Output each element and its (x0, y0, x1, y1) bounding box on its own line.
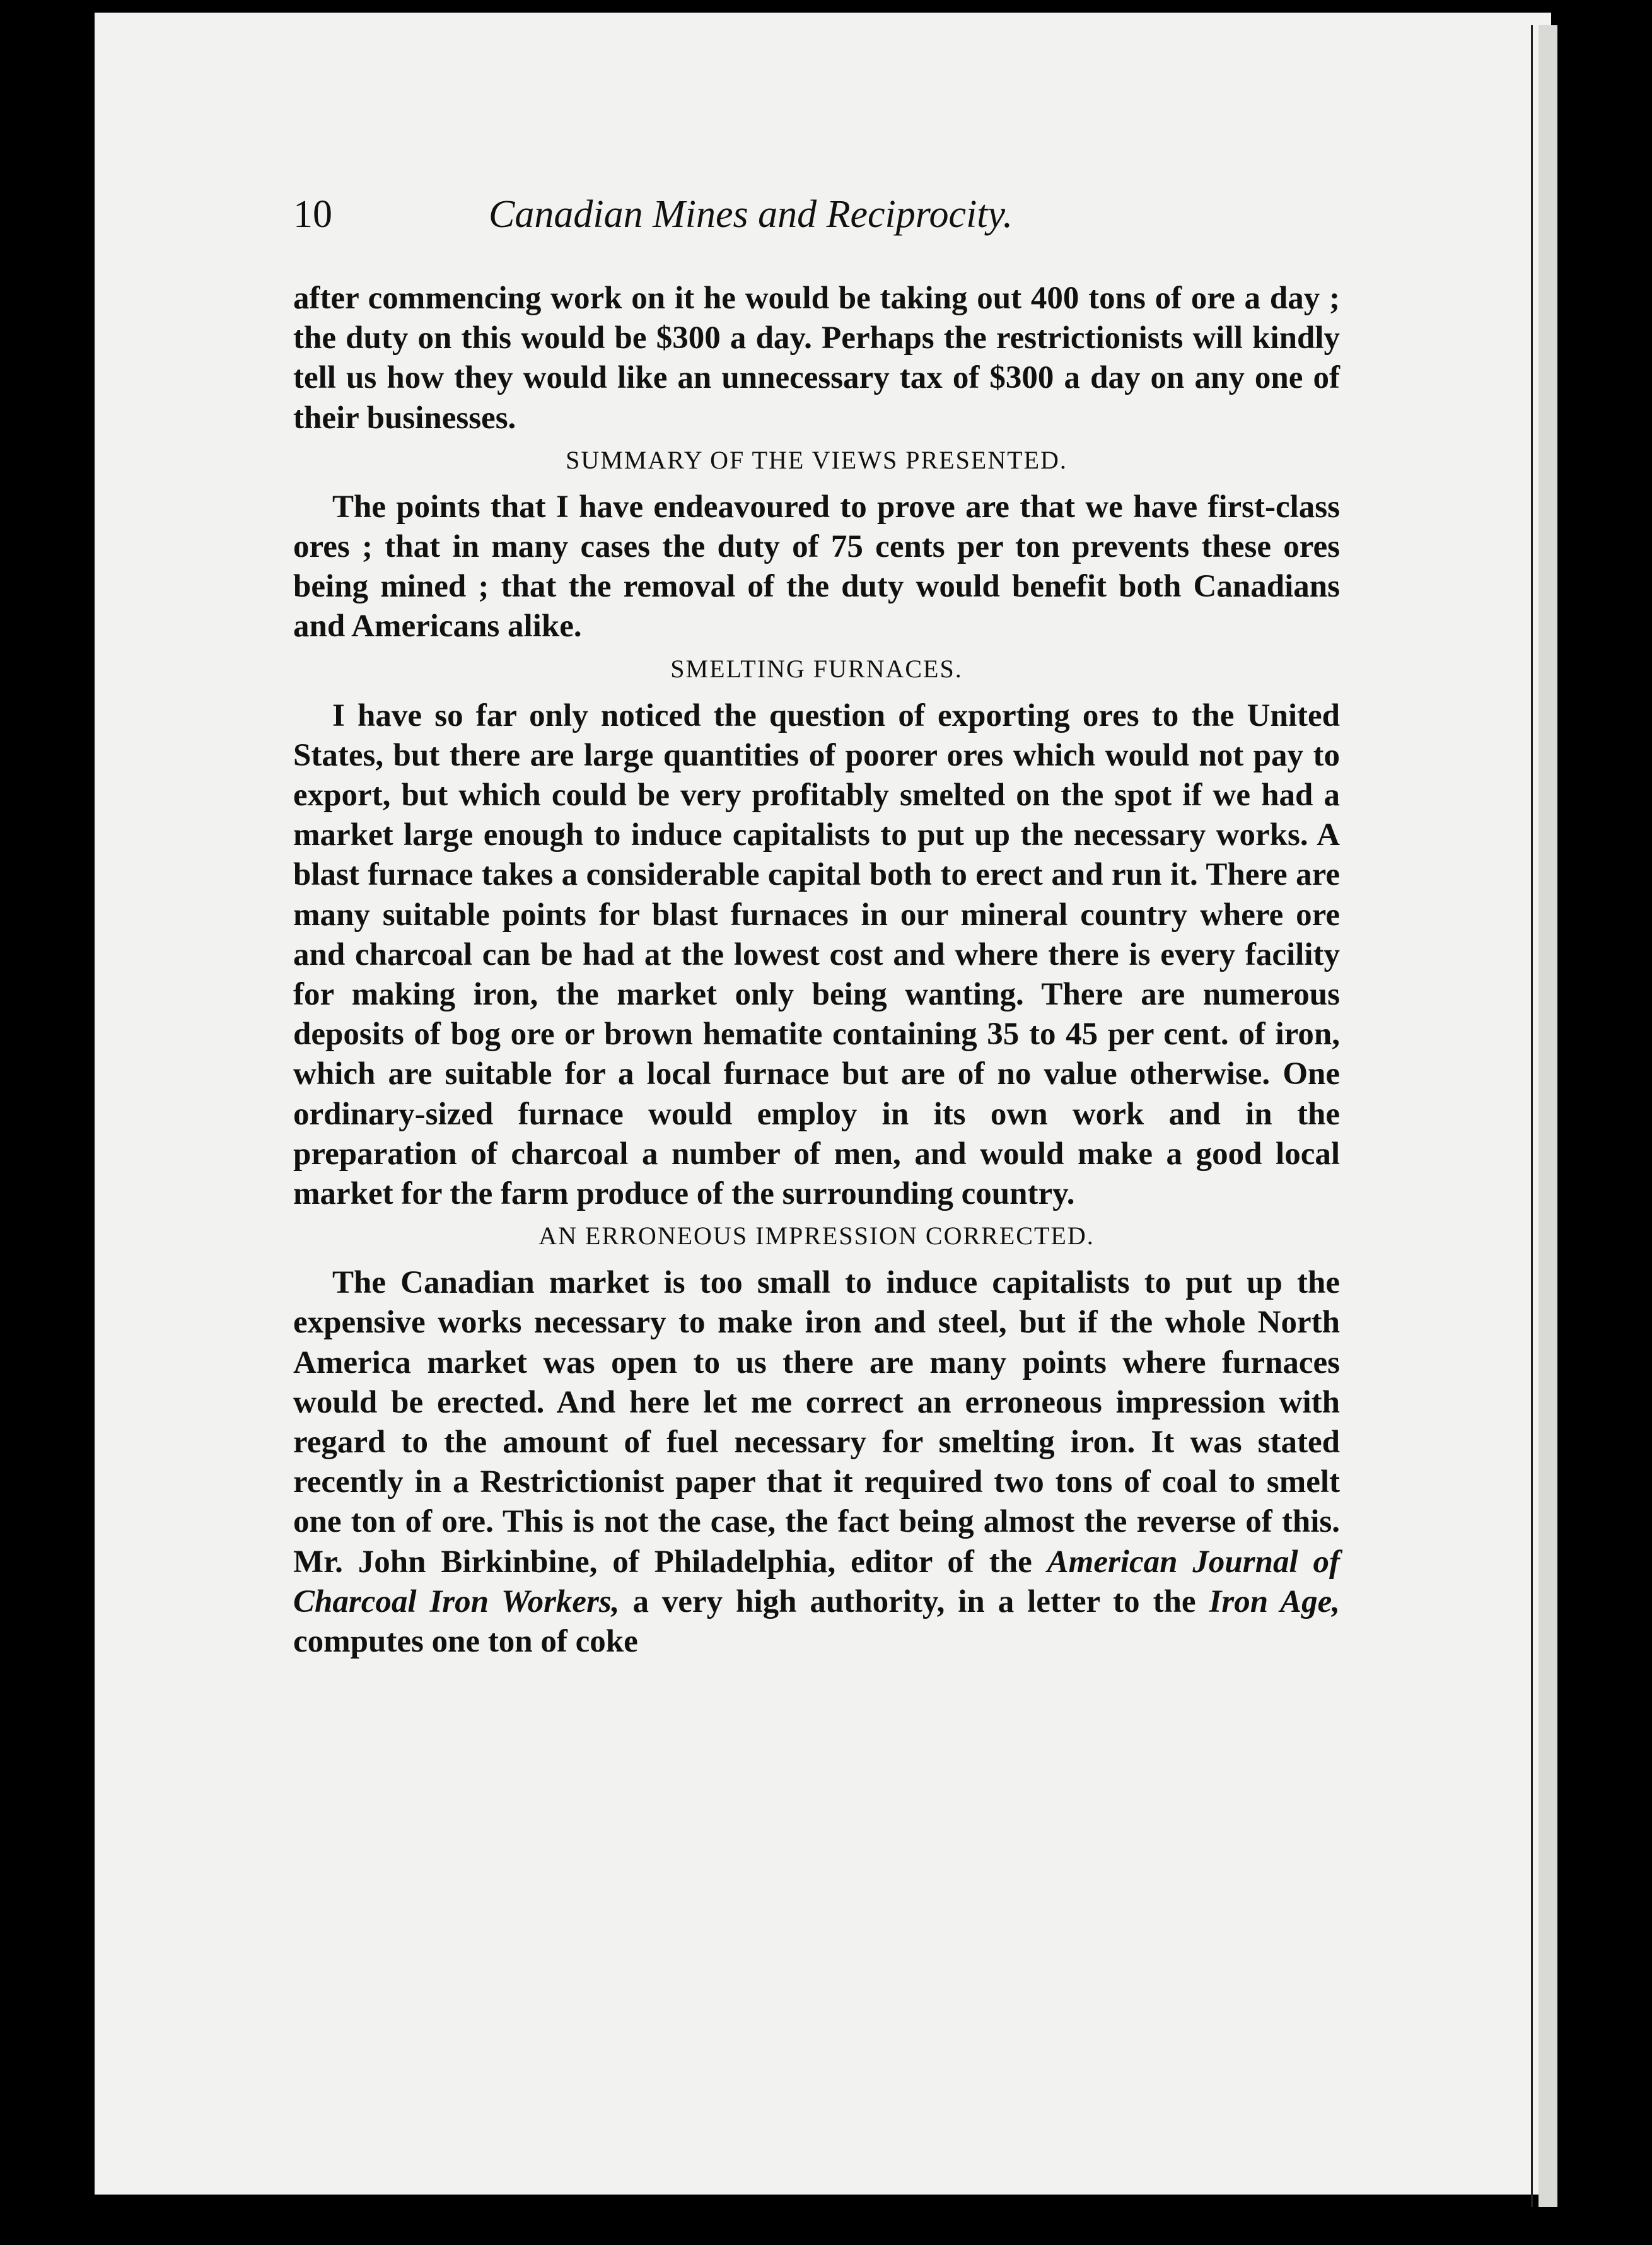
section-heading-erroneous: AN ERRONEOUS IMPRESSION CORRECTED. (538, 1222, 1095, 1251)
book-title: Canadian Mines and Reciprocity. (489, 193, 1013, 236)
running-head (293, 189, 1340, 240)
page-number: 10 (293, 193, 332, 236)
periodical-title: Iron Age, (1209, 1583, 1340, 1619)
body-text (293, 279, 1340, 1662)
erroneous-paragraph (293, 1263, 1340, 1662)
smelting-paragraph: I have so far only noticed the question of exporting ores to the United States, but there are large quantities of poorer ores which would not pay to export, but which could be very profitably smelted on the spot if we had a market large enough to induce capitalists to put up the necessary works. A blast furnace takes a considerable capital both to erect and run it. There are many suitable points for blast furnaces in our mineral country where ore and charcoal can be had at the lowest cost and where there is every facility for making iron, the market only being wanting. There are numerous deposits of bog ore or brown hematite containing 35 to 45 per cent. of iron, which are suitable for a local furnace but are of no value otherwise. One ordinary-sized furnace would employ in its own work and in the preparation of charcoal a number of men, and would make a good local market for the farm produce of the surrounding country. (293, 697, 1340, 1212)
summary-paragraph: The points that I have endeavoured to prove are that we have first-class ores ; that in many cases the duty of 75 cents per ton prevents these ores being mined ; that the removal of the duty would benefit both Canadians and Americans alike. (293, 489, 1340, 644)
opening-paragraph: after commencing work on it he would be taking out 400 tons of ore a day ; the duty on this would be $300 a day. Perhaps the restrictionists will kindly tell us how they would like an unnecessary tax of $300 a day on any one of their businesses. (293, 281, 1340, 436)
paragraph-text: computes one ton of coke (293, 1624, 638, 1660)
section-heading-smelting: SMELTING FURNACES. (670, 654, 963, 683)
section-heading-summary: SUMMARY OF THE VIEWS PRESENTED. (566, 445, 1067, 474)
page-edge-shadow (1531, 25, 1533, 2207)
adjacent-page-edge (1539, 25, 1557, 2207)
paragraph-text: a very high authority, in a letter to the (619, 1583, 1209, 1619)
paragraph-text: The Canadian market is too small to induce capitalists to put up the expensive works necessary to make iron and steel, but if the whole North America market was open to us there are many points where furnaces would be erected. And here let me correct an erroneous impression with regard to the amount of fuel necessary for smelting iron. It was stated recently in a Restrictionist paper that it required two tons of coal to smelt one ton of ore. This is not the case, the fact being almost the reverse of this. Mr. John Birkinbine, of Philadelphia, editor of the (293, 1265, 1340, 1580)
journal-title: American Journal of Charcoal Iron Workers, (293, 1544, 1340, 1619)
